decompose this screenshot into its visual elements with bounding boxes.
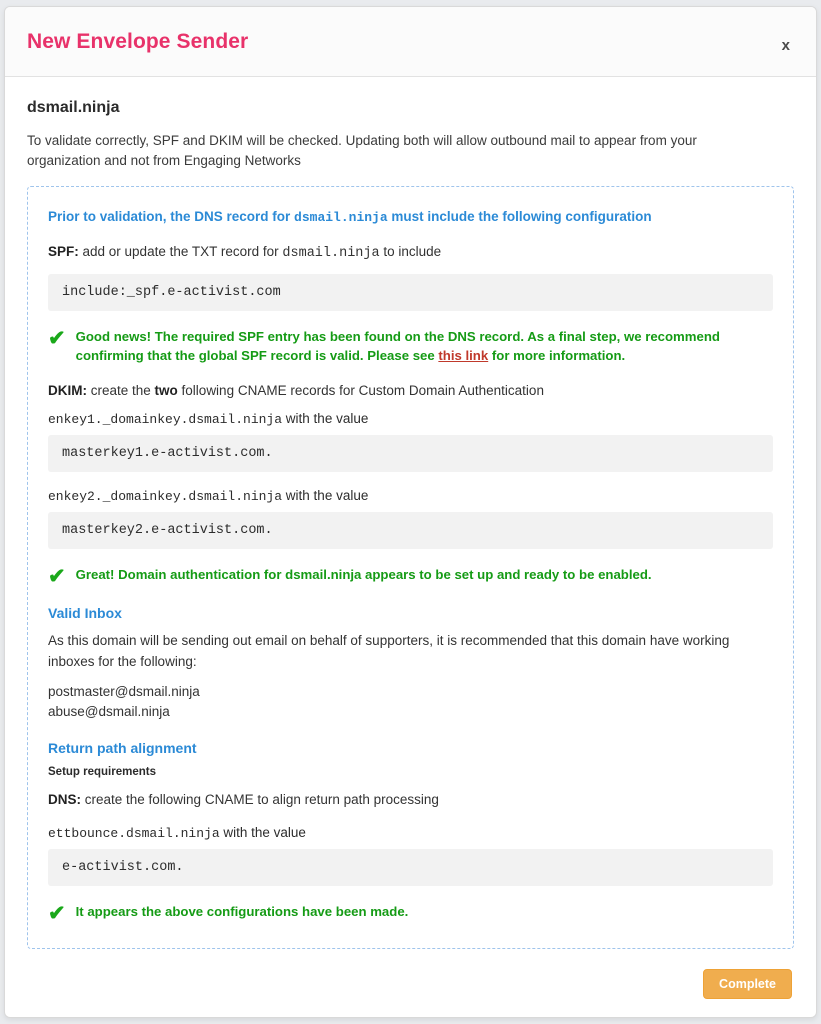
modal-body: [5, 77, 816, 949]
page-title: dsmail.ninja: [27, 99, 120, 116]
dkim-host-2: enkey2._domainkey.dsmail.ninja: [48, 489, 283, 505]
dkim-status: [48, 565, 773, 587]
spf-text-pre: add or update the TXT record for: [78, 243, 283, 259]
spf-status: [48, 327, 773, 365]
spf-help-link[interactable]: this link: [438, 348, 489, 364]
intro-text: To validate correctly, SPF and DKIM will be checked. Updating both will allow outbound mail to appear from your organization and not from Engaging Networks: [27, 133, 697, 168]
spf-value-box: include:_spf.e-activist.com: [48, 274, 773, 311]
valid-inbox-text: As this domain will be sending out email on behalf of supporters, it is recommended that this domain have working inboxes for the following:: [48, 633, 730, 669]
dkim-record-host: [48, 411, 773, 427]
dkim-value-box-2: masterkey2.e-activist.com.: [48, 512, 773, 549]
spf-text-post: to include: [379, 243, 442, 259]
dkim-status-text: Great! Domain authentication for dsmail.ninja appears to be set up and ready to be enabled.: [75, 567, 652, 583]
dkim-text-pre: create the: [87, 383, 155, 399]
modal-header: [5, 7, 816, 77]
dkim-instruction: [48, 381, 773, 401]
dns-configuration-panel: [27, 186, 794, 949]
bounce-status: [48, 902, 773, 924]
spf-label: SPF:: [48, 243, 79, 259]
setup-requirements-label: Setup requirements: [48, 766, 156, 779]
spf-domain: dsmail.ninja: [282, 245, 380, 261]
close-icon[interactable]: x: [776, 35, 796, 56]
dns-cname-instruction: [48, 790, 773, 810]
dkim-value-box-1: masterkey1.e-activist.com.: [48, 435, 773, 472]
dns-heading-domain: dsmail.ninja: [294, 210, 388, 226]
inbox-address: abuse@dsmail.ninja: [48, 704, 170, 720]
bounce-host: ettbounce.dsmail.ninja: [48, 825, 220, 841]
dkim-with-value-2: with the value: [282, 488, 369, 504]
check-icon: ✔: [48, 901, 66, 925]
dns-heading-post: must include the following configuration: [387, 209, 652, 225]
modal-title: New Envelope Sender: [27, 29, 249, 53]
dns-panel-heading: [48, 207, 773, 228]
inbox-address: postmaster@dsmail.ninja: [48, 683, 200, 699]
dkim-host-1: enkey1._domainkey.dsmail.ninja: [48, 412, 283, 428]
bounce-value-box: e-activist.com.: [48, 849, 773, 886]
valid-inbox-heading[interactable]: Valid Inbox: [48, 605, 122, 622]
bounce-record-host: [48, 825, 773, 841]
dkim-record-host: [48, 488, 773, 504]
dkim-label: DKIM:: [48, 383, 87, 399]
bounce-status-text: It appears the above configurations have been made.: [75, 903, 409, 919]
new-envelope-sender-modal: [4, 6, 817, 1018]
dns-text: create the following CNAME to align return path processing: [81, 792, 439, 808]
dkim-with-value-1: with the value: [282, 411, 369, 427]
spf-status-text: [76, 327, 773, 365]
spf-instruction: [48, 242, 773, 264]
dns-label: DNS:: [48, 792, 81, 808]
check-icon: ✔: [48, 326, 66, 350]
dkim-count: two: [154, 383, 178, 399]
spf-status-post: for more information.: [488, 348, 626, 364]
spf-status-pre: Good news! The required SPF entry has been found on the DNS record. As a final step, we recommend confirming that the global SPF record is valid. Please see: [75, 328, 720, 364]
check-icon: ✔: [48, 565, 66, 589]
dns-heading-pre: Prior to validation, the DNS record for: [48, 209, 295, 225]
return-path-heading[interactable]: Return path alignment: [48, 740, 197, 757]
dkim-text-post: following CNAME records for Custom Domain Authentication: [177, 383, 544, 399]
complete-button[interactable]: Complete: [703, 969, 792, 999]
bounce-with-value: with the value: [219, 824, 306, 840]
modal-footer: [5, 951, 816, 1017]
